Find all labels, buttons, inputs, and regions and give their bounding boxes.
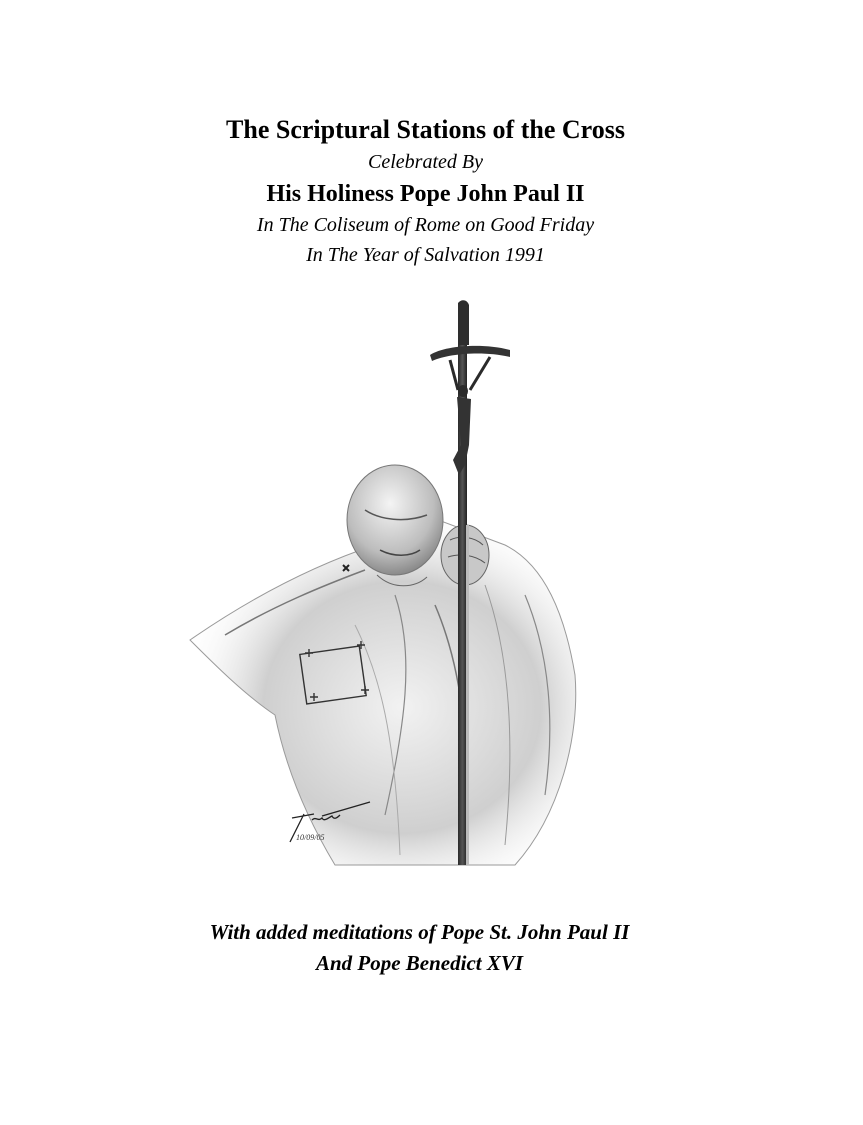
- document-title: The Scriptural Stations of the Cross: [226, 115, 625, 144]
- signature-date: 10/09/05: [296, 833, 325, 842]
- year-line: In The Year of Salvation 1991: [306, 244, 545, 266]
- celebrated-by-line: Celebrated By: [368, 151, 483, 173]
- artist-signature: [282, 800, 372, 855]
- meditations-line-2: And Pope Benedict XVI: [315, 951, 524, 975]
- celebrant-name: His Holiness Pope John Paul II: [266, 181, 585, 207]
- crucifix-icon: [430, 300, 510, 475]
- meditations-line-1: With added meditations of Pope St. John Paul II: [209, 920, 630, 944]
- pope-pencil-illustration: [165, 295, 615, 875]
- location-line: In The Coliseum of Rome on Good Friday: [256, 214, 595, 236]
